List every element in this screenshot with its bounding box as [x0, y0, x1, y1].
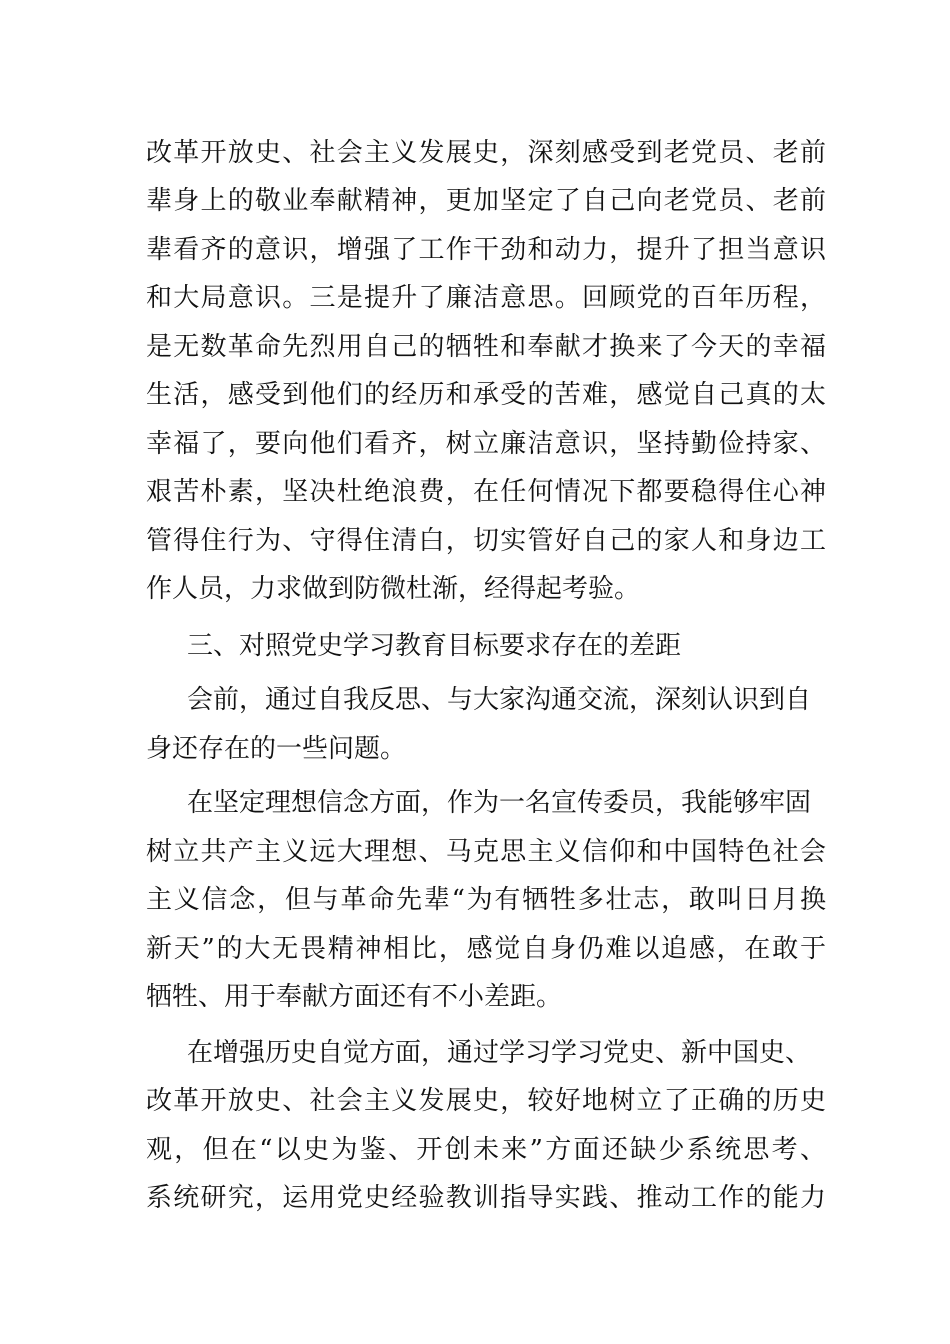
text-line: 和大局意识。三是提升了廉洁意思。回顾党的百年历程， — [146, 283, 826, 313]
text-line: 身还存在的一些问题。 — [146, 734, 407, 764]
text-line: 系统研究，运用党史经验教训指导实践、推动工作的能力 — [146, 1183, 826, 1213]
text-line: 在增强历史自觉方面，通过学习学习党史、新中国史、 — [187, 1038, 812, 1068]
text-line: 主义信念，但与革命先辈“为有牺牲多壮志，敢叫日月换 — [146, 885, 826, 915]
text-line: 辈看齐的意识，增强了工作干劲和动力，提升了担当意识 — [146, 235, 826, 265]
text-line: 改革开放史、社会主义发展史，深刻感受到老党员、老前 — [146, 138, 826, 168]
text-line: 辈身上的敬业奉献精神，更加坚定了自己向老党员、老前 — [146, 186, 826, 216]
section-heading: 三、对照党史学习教育目标要求存在的差距 — [187, 631, 682, 661]
text-line: 是无数革命先烈用自己的牺牲和奉献才换来了今天的幸福 — [146, 332, 826, 362]
text-line: 生活，感受到他们的经历和承受的苦难，感觉自己真的太 — [146, 380, 826, 410]
text-line: 牺牲、用于奉献方面还有不小差距。 — [146, 982, 563, 1012]
text-line: 观，但在“以史为鉴、开创未来”方面还缺少系统思考、 — [146, 1135, 826, 1165]
text-line: 艰苦朴素，坚决杜绝浪费，在任何情况下都要稳得住心神 — [146, 477, 826, 507]
text-line: 在坚定理想信念方面，作为一名宣传委员，我能够牢固 — [187, 788, 812, 818]
text-line: 新天”的大无畏精神相比，感觉自身仍难以追感，在敢于 — [146, 934, 826, 964]
text-line: 树立共产主义远大理想、马克思主义信仰和中国特色社会 — [146, 837, 826, 867]
text-line: 幸福了，要向他们看齐，树立廉洁意识，坚持勤俭持家、 — [146, 429, 826, 459]
text-line: 管得住行为、守得住清白，切实管好自己的家人和身边工 — [146, 526, 826, 556]
text-line: 改革开放史、社会主义发展史，较好地树立了正确的历史 — [146, 1086, 826, 1116]
text-line: 作人员，力求做到防微杜渐，经得起考验。 — [146, 574, 641, 604]
text-line: 会前，通过自我反思、与大家沟通交流，深刻认识到自 — [187, 685, 812, 715]
